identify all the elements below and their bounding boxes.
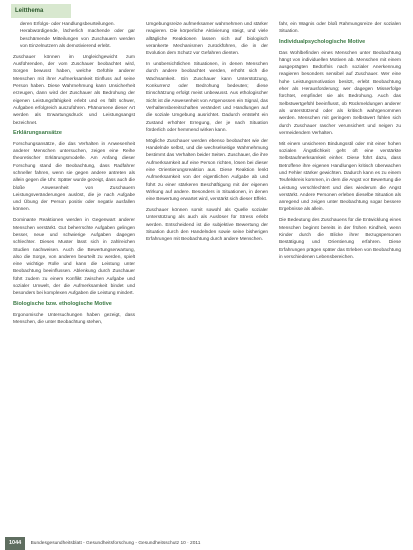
paragraph: Zuschauer können im Ungleichgewicht zum Ausführenden, der vom Zuschauer beobachtet wird, Sorgen bewusst haben, welche Gefühle anderer Menschen mit ihrer Aufmerksamkeit Einfluss auf seine Person haben. Diese Wahrnehmung kann Unsicherheit erzeugen, dann wird der Zuschauer als Bedrohung der eigenen Leistungsfähigkeit erlebt und es fällt schwer, Aufgaben erfolgreich auszuführen. Phänomene dieser Art werden als Erwartungsdruck und Leistungsangst bezeichnet. bbox=[13, 54, 135, 126]
paragraph: Mögliche Zuschauer werden ebenso beobachtet wie der Handelnde selbst, und die wechselseitige Wahrnehmung bestimmt das Verhalten beider Seiten. Zuschauer, die ihre Aufmerksamkeit auf eine Person richten, lösen bei dieser eine Orientierungsreaktion aus. Diese Reaktion lenkt Aufmerksamkeit von der eigentlichen Aufgabe ab und führt zu einer stärkeren Beschäftigung mit der eigenen Wirkung auf andere. Besonders in Situationen, in denen eine Bewertung erwartet wird, verstärkt sich dieser Effekt. bbox=[146, 138, 268, 203]
paragraph: Das Wohlbefinden eines Menschen unter Beobachtung hängt von individuellen Motiven ab. Menschen mit einem ausgeprägten Bedürfnis nach sozialer Anerkennung reagieren besonders sensibel auf Zuschauer. Wer eine hohe Leistungsmotivation besitzt, erlebt Beobachtung eher als Herausforderung; wer dagegen Misserfolge fürchtet, empfindet sie als Bedrohung. Auch das Selbstwertgefühl beeinflusst, ob Rückmeldungen anderer als unterstützend oder als kritisch wahrgenommen werden. Menschen mit geringem Selbstwert fühlen sich durch Zuschauer rascher verunsichert und neigen zu vermeidendem Verhalten. bbox=[279, 50, 401, 136]
bullet-list bbox=[13, 21, 135, 50]
section-heading: Individualpsychologische Motive bbox=[279, 39, 366, 46]
paragraph: Zuschauer können somit sowohl als Quelle sozialer Unterstützung als auch als Auslöser für Stress erlebt werden. Entscheidend ist die subjektive Bewertung der Situation durch den Handelnden sowie seine bisherigen Erfahrungen mit Beobachtung durch andere Menschen. bbox=[146, 208, 268, 243]
paragraph: Dominante Reaktionen werden in Gegenwart anderer Menschen verstärkt. Gut beherrschte Aufgaben gelingen besser, neue und schwierige Aufgaben dagegen schlechter. Dieses Muster lässt sich in zahlreichen Studien nachweisen. Auch die Bewertungserwartung, also die Sorge, von anderen beurteilt zu werden, spielt eine wichtige Rolle und kann die Leistung unter Beobachtung beeinflussen. Ablenkung durch Zuschauer führt zudem zu einem Konflikt zwischen Aufgabe und sozialer Umwelt, der die Aufmerksamkeit bindet und besonders bei komplexen Aufgaben die Leistung mindert. bbox=[13, 218, 135, 297]
column-2 bbox=[146, 21, 268, 521]
paragraph: Forschungsansätze, die das Verhalten in Anwesenheit anderer Menschen untersuchen, zeigen eine Reihe theoretischer Erklärungsmodelle. Am Anfang dieser Forschung stand die Beobachtung, dass Radfahrer schneller fahren, wenn sie gegen andere antreten als allein gegen die Uhr. Später wurde gezeigt, dass auch die bloße Anwesenheit von Zuschauern Leistungsveränderungen auslöst, die je nach Aufgabe und Übung der Person positiv oder negativ ausfallen können. bbox=[13, 141, 135, 213]
section-heading: Erklärungsansätze bbox=[13, 130, 62, 137]
list-item: • deren Erfolgs- oder Handlungsbeurteilungen. bbox=[20, 21, 135, 28]
column-3 bbox=[279, 21, 401, 521]
paragraph: fahr, ein Wagnis oder bloß Rahmungsreize der sozialen Situation. bbox=[279, 22, 401, 35]
paragraph: Ergonomische Untersuchungen haben gezeigt, dass Menschen, die unter Beobachtung stehen, bbox=[13, 312, 135, 325]
page-number: 1044 bbox=[5, 537, 25, 550]
section-heading: Biologische bzw. ethologische Motive bbox=[13, 301, 112, 308]
section-tab: Leitthema bbox=[11, 4, 71, 18]
paragraph: Umgebungsreize aufmerksamer wahrnehmen und stärker reagieren. Die körperliche Aktivierung steigt, und viele alltägliche Reaktionen lassen sich auf biologisch verankerte Mechanismen zurückführen, die in der Evolution dem Schutz vor Gefahren dienten. bbox=[146, 22, 268, 57]
journal-citation: Bundesgesundheitsblatt - Gesundheitsforschung - Gesundheitsschutz 10 · 2011 bbox=[30, 541, 201, 546]
paragraph: In unübersichtlichen Situationen, in denen Menschen durch andere beobachtet werden, erhöht sich die Wachsamkeit. Ein Zuschauer kann Unterstützung, Konkurrenz oder Bedrohung bedeuten; diese Einschätzung erfolgt meist unbewusst. Aus ethologischer Sicht ist die Anwesenheit von Artgenossen ein Signal, das Verhaltensbereitschaften verändert und Handlungen auf die soziale Umgebung ausrichtet. Dadurch entsteht ein Zustand erhöhter Erregung, der je nach Situation förderlich oder hemmend wirken kann. bbox=[146, 62, 268, 133]
column-1 bbox=[13, 21, 135, 521]
page-footer bbox=[0, 537, 413, 550]
paragraph: Mit einem unsicheren Bindungsstil oder mit einer hohen sozialen Ängstlichkeit geht oft eine verstärkte Selbstaufmerksamkeit einher. Diese führt dazu, dass Betroffene ihre eigenen Handlungen kritisch überwachen und Fehler stärker gewichten. Dadurch kann es zu einem Teufelskreis kommen, in dem die Angst vor Bewertung die Leistung verschlechtert und dies wiederum die Angst verstärkt. Andere Personen erleben dieselbe Situation als anregend und zeigen unter Beobachtung sogar bessere Ergebnisse als allein. bbox=[279, 141, 401, 213]
list-item: • Herabwürdigende, lächerlich machende oder gar beschämende Mitteilungen von Zuschauern werden von Einzelnutzern als demotivierend erlebt. bbox=[20, 28, 135, 50]
paragraph: Die Bedeutung des Zuschauens für die Entwicklung eines Menschen beginnt bereits in der frühen Kindheit, wenn Kinder durch die Blicke ihrer Bezugspersonen Bestätigung und Orientierung erfahren. Diese Erfahrungen prägen später das Erleben von Beobachtung in verschiedenen Lebensbereichen. bbox=[279, 218, 401, 260]
